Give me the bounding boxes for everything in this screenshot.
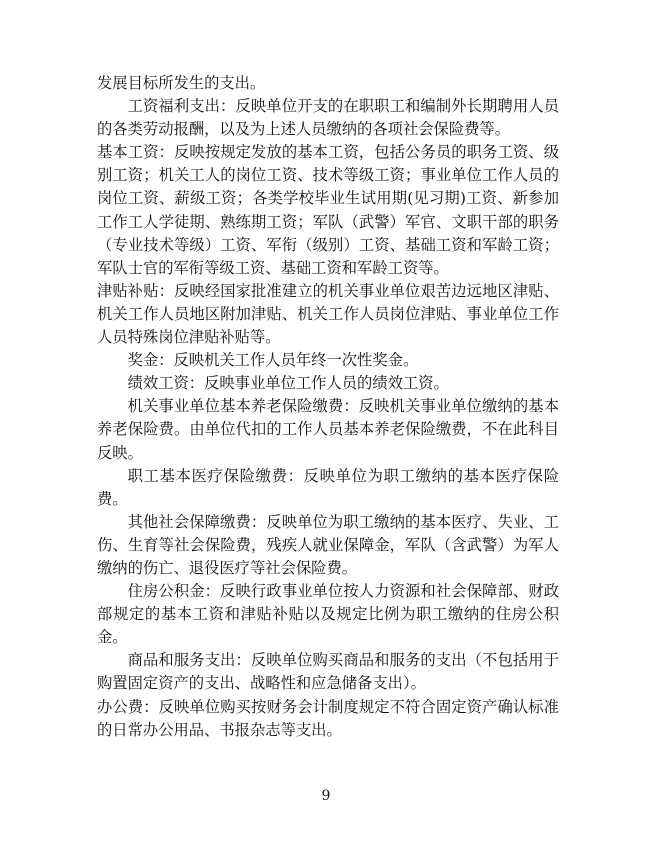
paragraph: 津贴补贴：反映经国家批准建立的机关事业单位艰苦边远地区津贴、机关工作人员地区附加津贴、机关工作人员岗位津贴、事业单位工作人员特殊岗位津贴补贴等。 bbox=[97, 281, 559, 347]
paragraph: 机关事业单位基本养老保险缴费：反映机关事业单位缴纳的基本养老保险费。由单位代扣的工作人员基本养老保险缴费，不在此科目反映。 bbox=[97, 397, 559, 462]
paragraph: 工资福利支出：反映单位开支的在职职工和编制外长期聘用人员的各类劳动报酬，以及为上述人员缴纳的各项社会保险费等。 bbox=[97, 97, 559, 139]
paragraph: 绩效工资：反映事业单位工作人员的绩效工资。 bbox=[127, 374, 449, 393]
body-text bbox=[97, 72, 559, 742]
paragraph: 商品和服务支出：反映单位购买商品和服务的支出（不包括用于购置固定资产的支出、战略性和应急储备支出）。 bbox=[97, 651, 559, 693]
paragraph: 奖金：反映机关工作人员年终一次性奖金。 bbox=[127, 351, 419, 370]
paragraph: 住房公积金：反映行政事业单位按人力资源和社会保障部、财政部规定的基本工资和津贴补贴以及规定比例为职工缴纳的住房公积金。 bbox=[97, 582, 559, 647]
paragraph: 发展目标所发生的支出。 bbox=[97, 74, 266, 92]
paragraph: 办公费：反映单位购买按财务会计制度规定不符合固定资产确认标准的日常办公用品、书报杂志等支出。 bbox=[97, 697, 559, 739]
paragraph: 其他社会保障缴费：反映单位为职工缴纳的基本医疗、失业、工伤、生育等社会保险费，残疾人就业保障金，军队（含武警）为军人缴纳的伤亡、退役医疗等社会保险费。 bbox=[97, 512, 559, 577]
paragraph: 职工基本医疗保险缴费：反映单位为职工缴纳的基本医疗保险费。 bbox=[97, 466, 559, 508]
page-number: 9 bbox=[321, 788, 331, 804]
paragraph: 基本工资：反映按规定发放的基本工资，包括公务员的职务工资、级别工资；机关工人的岗位工资、技术等级工资；事业单位工作人员的岗位工资、薪级工资；各类学校毕业生试用期(见习期)工资、新参加工作工人学徒期、熟练期工资；军队（武警）军官、文职干部的职务（专业技术等级）工资、军衔（级别）工资、基础工资和军龄工资；军队士官的军衔等级工资、基础工资和军龄工资等。 bbox=[97, 143, 559, 277]
